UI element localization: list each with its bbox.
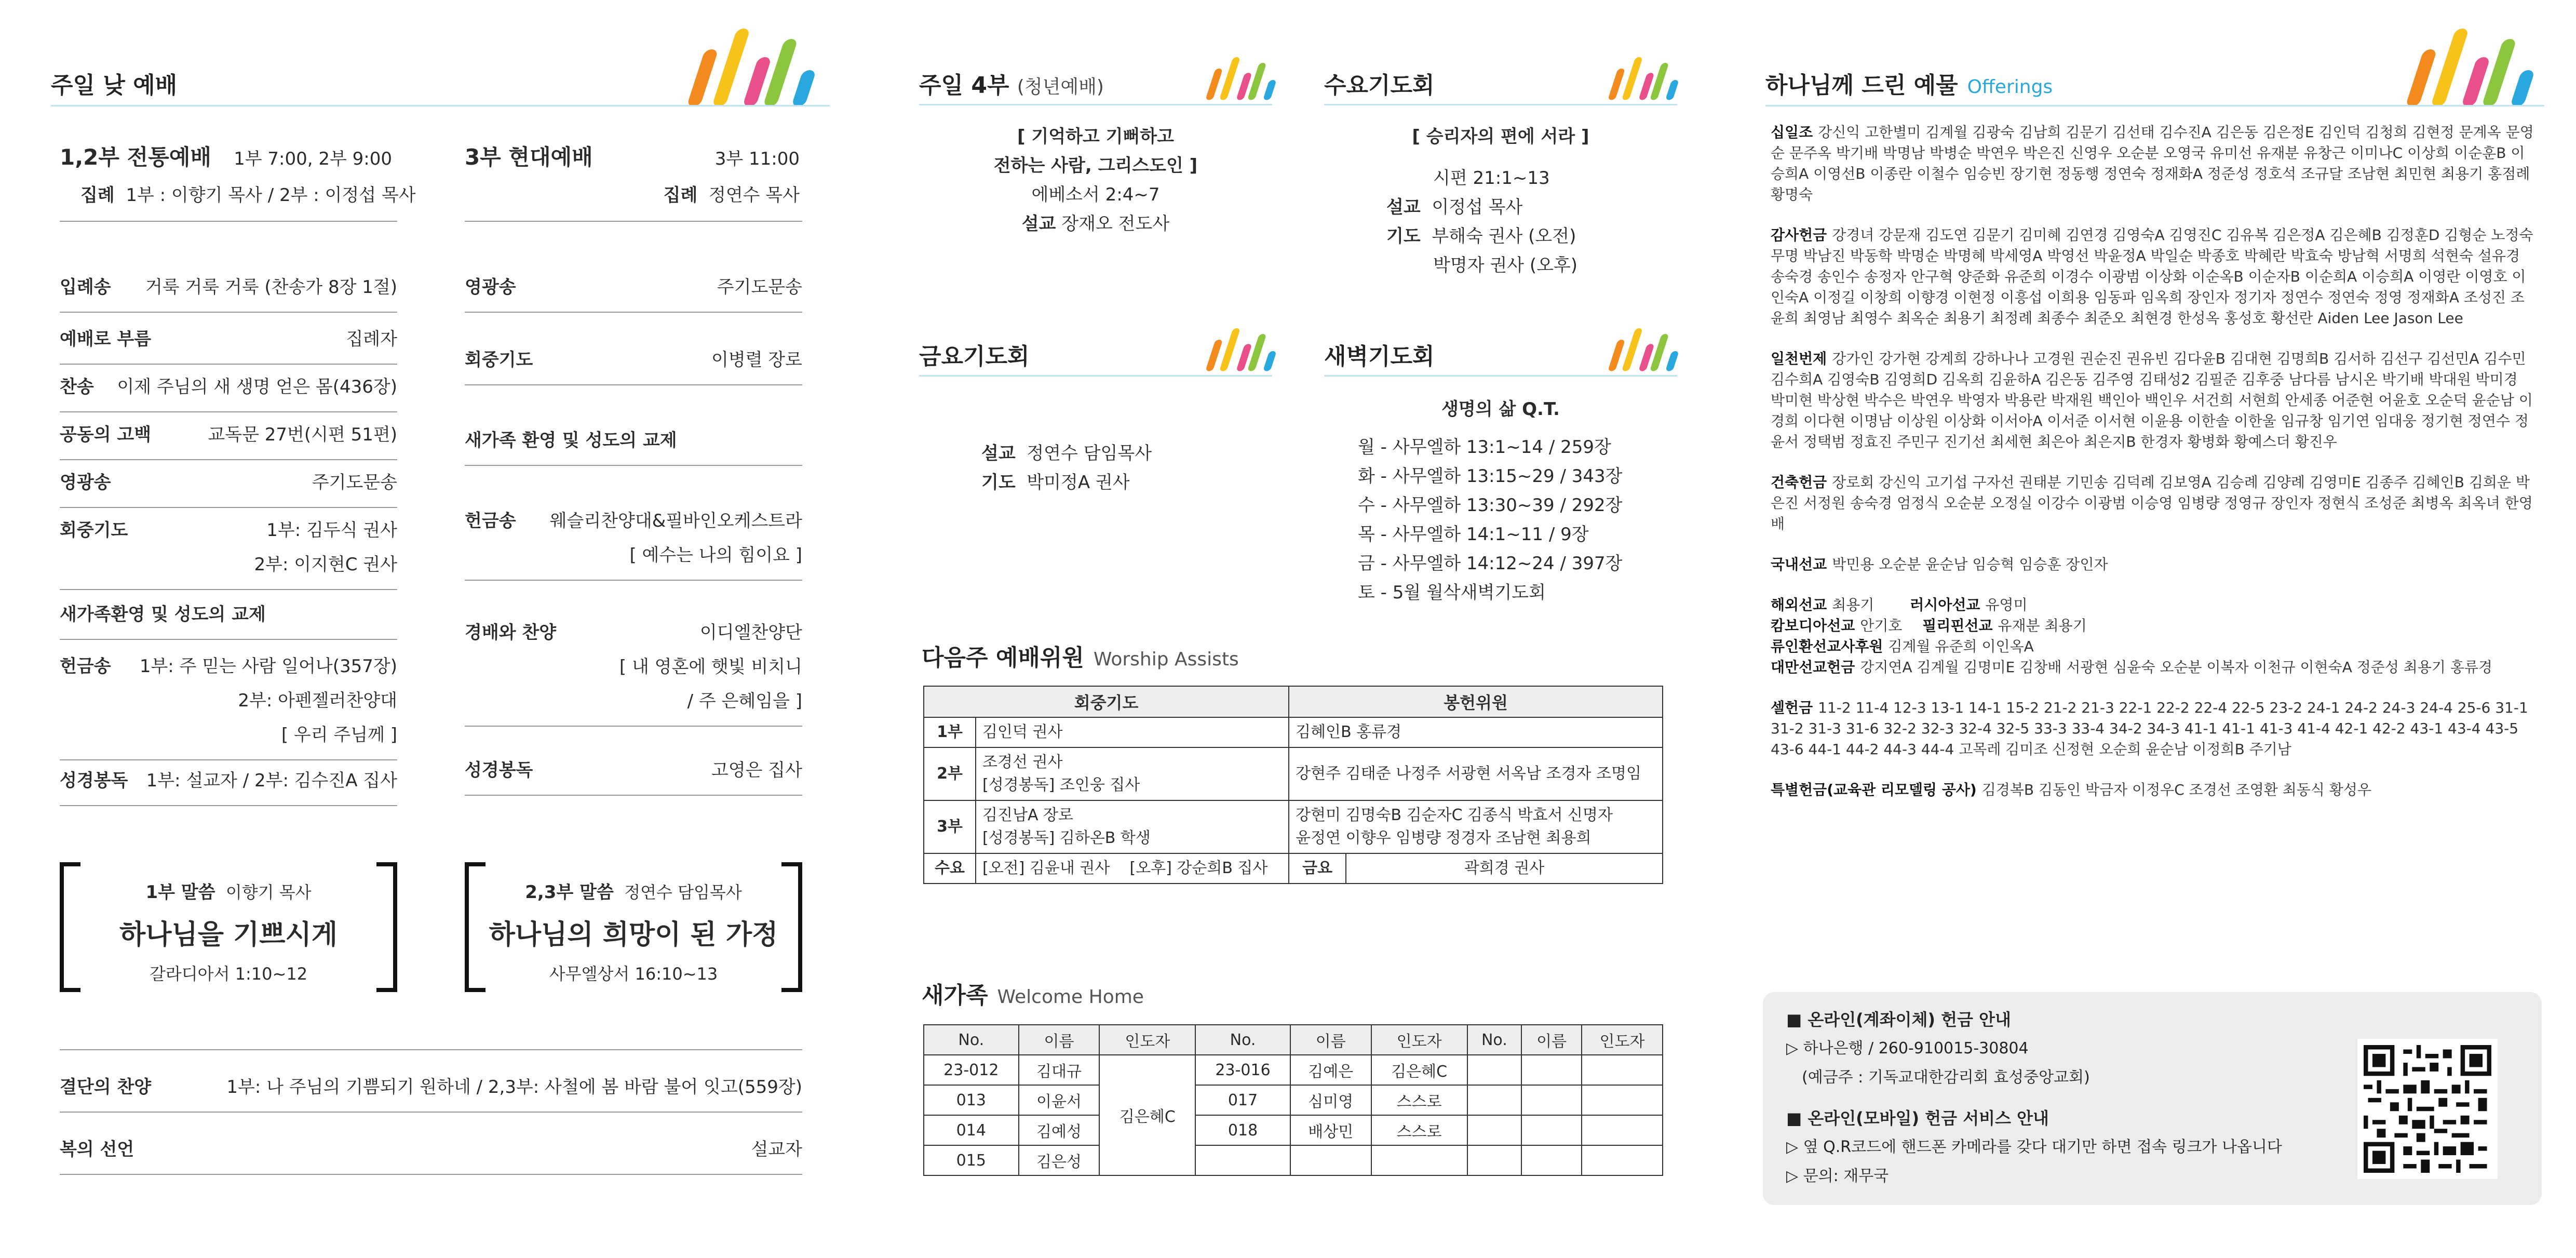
service-3-name: 3부 현대예배 — [465, 144, 593, 170]
youth-service-title: 주일 4부 (청년예배) — [919, 72, 1104, 99]
service-3-lead: 정연수 목사 — [708, 185, 800, 206]
friday-prayer-title: 금요기도회 — [919, 343, 1030, 370]
closing-row: 복의 선언 설교자 — [60, 1132, 802, 1175]
church-logo-icon — [1607, 57, 1679, 100]
order-row: 공동의 고백 교독문 27번(시편 51편) — [60, 418, 397, 460]
order-row: 회중기도 1부: 김두식 권사 2부: 이지현C 권사 — [60, 513, 397, 590]
qr-code-icon[interactable] — [2357, 1039, 2498, 1179]
title-underline — [919, 104, 1272, 105]
service-12-lead: 1부 : 이향기 목사 / 2부 : 이정섭 목사 — [126, 185, 416, 206]
title-underline — [1324, 104, 1677, 105]
title-underline — [919, 375, 1272, 377]
service-3-time: 3부 11:00 — [714, 149, 800, 169]
bracket-left — [465, 862, 485, 992]
church-logo-icon — [685, 29, 815, 106]
divider — [60, 221, 397, 222]
order-row: 헌금송 1부: 주 믿는 사람 일어나(357장) 2부: 아펜젤러찬양대 [ 우리 주님께 ] — [60, 649, 397, 760]
offering-group: 십일조 강신익 고한별미 김계월 김광숙 김남희 김문기 김선태 김수진A 김은동 김은정E 김인덕 김청희 김현정 문계옥 문영순 문주옥 박기배 박명남 박병순 박연우 박은진 신영우 오순분 오영국 유미선 유재분 유창근 이미나C 이상희 이순훈B 이승희A 이영선B 이종란 이철수 임승빈 장기현 정동행 정연숙 정재화A 정준성 정호석 조규달 조남현 최민현 최용기 홍점례 황명숙 — [1771, 124, 2534, 203]
divider — [60, 1049, 802, 1050]
dawn-prayer-title: 새벽기도회 — [1324, 343, 1435, 370]
wednesday-prayer-title: 수요기도회 — [1324, 72, 1435, 99]
offering-group: 셀헌금 11-2 11-4 12-3 13-1 14-1 15-2 21-2 21-3 22-1 22-2 22-4 22-5 23-2 24-1 24-2 24-3 24-4 25-6 31-1 31-2 31-3 31-6 32-2 32-3 32-4 32-5 33-3 33-4 34-2 34-3 41-1 41-1 41-3 41-4 42-1 42-2 43-1 43-4 43-5 43-6 44-1 44-2 44-3 44-4 고목레 김미조 신정현 오순희 윤순남 이정희B 주기남 — [1771, 699, 2528, 758]
order-row: 헌금송 웨슬리찬양대&필바인오케스트라 [ 예수는 나의 힘이요 ] — [465, 504, 802, 581]
offering-group: 일천번제 강가인 강가현 강계희 강하나나 고경원 권순진 권유빈 김다윤B 김대현 김명희B 김서하 김선구 김선민A 김수민 김수희A 김영숙B 김영희D 김옥희 김윤하A 김은동 김주영 김태성2 김필준 김후중 남다름 남시온 박기배 박대원 박미경 박미현 박상현 박수은 박연우 박영자 박용란 박재원 백인아 백인우 서건희 서현희 안세종 어준현 어윤호 오순덕 윤순남 이경희 이다현 이명남 이상원 이상화 이서아A 이서준 이서현 이윤용 이한솔 이한울 임규창 임기연 임대웅 정기현 정연수 정윤서 정택범 정효진 주민구 진기선 최세현 최은아 최은지B 한경자 황병화 황예스더 황진우 — [1771, 350, 2533, 450]
dawn-qt-head: 생명의 삶 Q.T. — [1441, 399, 1560, 420]
lead-label: 집례 — [663, 185, 698, 206]
service-3 — [465, 140, 800, 206]
sermon-2: 2,3부 말씀 정연수 담임목사 하나님의 희망이 된 가정 사무엘상서 16:10~13 — [485, 878, 781, 985]
order-row: 영광송 주기도문송 — [60, 465, 397, 508]
service-12-name: 1,2부 전통예배 — [60, 144, 211, 170]
order-row: 새가족환영 및 성도의 교제 — [60, 597, 397, 640]
bracket-left — [60, 862, 80, 992]
order-row: 입례송 거룩 거룩 거룩 (찬송가 8장 1절) — [60, 270, 397, 313]
offering-group: 국내선교 박민용 오순분 윤순남 임승혁 임승훈 장인자 — [1771, 556, 2108, 573]
bracket-right — [781, 862, 802, 992]
church-logo-icon — [1205, 57, 1276, 100]
offering-group: 건축헌금 장로회 강신익 고기섭 구자선 권태분 기민송 김덕례 김보영A 김승례 김양례 김영미E 김종주 김혜인B 김희운 박은진 서정원 송숙경 엄정식 오순분 오정실 이강수 이광범 이승영 임병량 정영규 장인자 정현식 조성준 최병옥 최옥녀 한영배 — [1771, 474, 2533, 532]
order-row: 새가족 환영 및 성도의 교제 — [465, 423, 802, 466]
dawn-schedule: 월 - 사무엘하 13:1~14 / 259장 화 - 사무엘하 13:15~29 / 343장 수 - 사무엘하 13:30~39 / 292장 목 - 사무엘하 14:1~11 / 9장 금 - 사무엘하 14:12~24 / 397장 토 - 5월 월삭새벽기도회 — [1358, 437, 1623, 603]
order-row: 찬송 이제 주님의 새 생명 얻은 몸(436장) — [60, 370, 397, 412]
sermon-1-title: 하나님을 기쁘시게 — [119, 919, 338, 951]
offerings-list — [1771, 122, 2534, 820]
sermon-1: 1부 말씀 이향기 목사 하나님을 기쁘시게 갈라디아서 1:10~12 — [80, 878, 376, 985]
sermon-2-title: 하나님의 희망이 된 가정 — [489, 919, 778, 951]
title-underline — [1765, 105, 2544, 106]
closing-row: 결단의 찬양 1부: 나 주님의 기쁨되기 원하네 / 2,3부: 사철에 봄 바람 불어 잇고(559장) — [60, 1070, 802, 1113]
wed-theme: [ 승리자의 편에 서라 ] — [1412, 126, 1589, 147]
title-underline — [1324, 375, 1677, 377]
fri-details: 설교 정연수 담임목사 기도 박미정A 권사 — [981, 443, 1152, 493]
service-12 — [60, 140, 416, 206]
divider — [465, 221, 802, 222]
worship-assists-table: 회중기도 봉헌위원 1부 김인덕 권사 김혜인B 홍류경 2부 조경선 권사 [성경봉독] 조인웅 집사 강현주 김태준 나정주 서광현 서옥남 조경자 조명임 3부 김진남A 장로 [성경봉독] 김하온B 학생 강현미 김명숙B 김순자C 김종식 박효서 신명자 윤정연 이향우 임병량 정경자 조남현 최용희 수요 [오전] 김윤내 권사 [오후] 강순희B 집사 금요 곽희경 권사 — [923, 686, 1663, 884]
new-family-title: 새가족 Welcome Home — [922, 982, 1144, 1009]
church-logo-icon — [1205, 328, 1276, 371]
order-row: 영광송 주기도문송 — [465, 270, 802, 313]
order-row: 성경봉독 1부: 설교자 / 2부: 김수진A 집사 — [60, 764, 397, 806]
church-logo-icon — [2404, 29, 2534, 106]
offering-group: 감사헌금 강경녀 강문재 김도연 김문기 김미혜 김연경 김영숙A 김영진C 김유복 김은정A 김은혜B 김정훈D 김형순 노정숙 무명 박남진 박동학 박명순 박명혜 박세영A 박영선 박윤정A 박일순 박종호 박혜란 박효숙 방남혁 서명희 석현숙 설유경 송숙경 송인수 송정자 안구혁 양준화 유준희 이경수 이광범 이상화 이순옥B 이순자B 이순희A 이승희A 이영란 이영호 이인숙A 이정길 이창희 이향경 이현정 이흥섭 이희용 임동파 임옥희 장인자 정기자 정연수 정연숙 정영 정재화A 조성진 조윤희 최영남 최영수 최옥순 최용기 최정례 최종수 최준오 최현경 한성옥 홍성호 황선란 Aiden Lee Jason Lee — [1771, 226, 2533, 327]
church-logo-icon — [1607, 328, 1679, 371]
bracket-right — [376, 862, 397, 992]
order-row: 경배와 찬양 이디엘찬양단 [ 내 영혼에 햇빛 비치니 / 주 은혜임을 ] — [465, 615, 802, 727]
sunday-worship-title: 주일 낮 예배 — [51, 72, 178, 99]
worship-assists-title: 다음주 예배위원 Worship Assists — [922, 645, 1239, 671]
online-giving-text: ■ 온라인(계좌이체) 헌금 안내 ▷ 하나은행 / 260-910015-30804 (예금주 : 기독교대한감리회 효성중앙교회) ■ 온라인(모바일) 헌금 서비스 안내 ▷ 옆 Q.R코드에 핸드폰 카메라를 갖다 대기만 하면 접속 링크가 나옵니다 ▷ 문의: 재무국 — [1786, 1010, 2282, 1185]
service-12-time: 1부 7:00, 2부 9:00 — [234, 149, 392, 169]
title-underline — [51, 105, 830, 106]
order-row: 회중기도 이병렬 장로 — [465, 343, 802, 385]
order-row: 성경봉독 고영은 집사 — [465, 753, 802, 796]
offering-group: 해외선교 최용기 러시아선교 유영미 캄보디아선교 안기호 필리핀선교 유재분 최용기 류인환선교사후원 김계월 유준희 이인옥A 대만선교헌금 강지연A 김계월 김명미E 김창배 서광현 심윤숙 오순분 이복자 이천규 이현숙A 정준성 최용기 홍류경 — [1771, 596, 2492, 676]
youth-service-body: [ 기억하고 기뻐하고 전하는 사람, 그리스도인 ] 에베소서 2:4~7 설교 장재오 전도사 — [993, 126, 1198, 234]
offerings-title: 하나님께 드린 예물 Offerings — [1765, 72, 2053, 99]
offering-group: 특별헌금(교육관 리모델링 공사) 김경복B 김동인 박금자 이정우C 조경선 조영환 최동식 황성우 — [1771, 781, 2371, 798]
new-family-table: No. 이름 인도자 No. 이름 인도자 No. 이름 인도자 23-012 김대규 김은혜C 23-016 김예은 김은혜C 013 이윤서 017 심미영 스스로 014 김예성 018 배상민 스스로 015 김은성 — [923, 1024, 1663, 1176]
lead-label: 집례 — [80, 185, 115, 206]
wed-details: 시편 21:1~13 설교 이정섭 목사 기도 부해숙 권사 (오전) 박명자 권사 (오후) — [1386, 168, 1578, 276]
order-row: 예배로 부름 집례자 — [60, 322, 397, 365]
